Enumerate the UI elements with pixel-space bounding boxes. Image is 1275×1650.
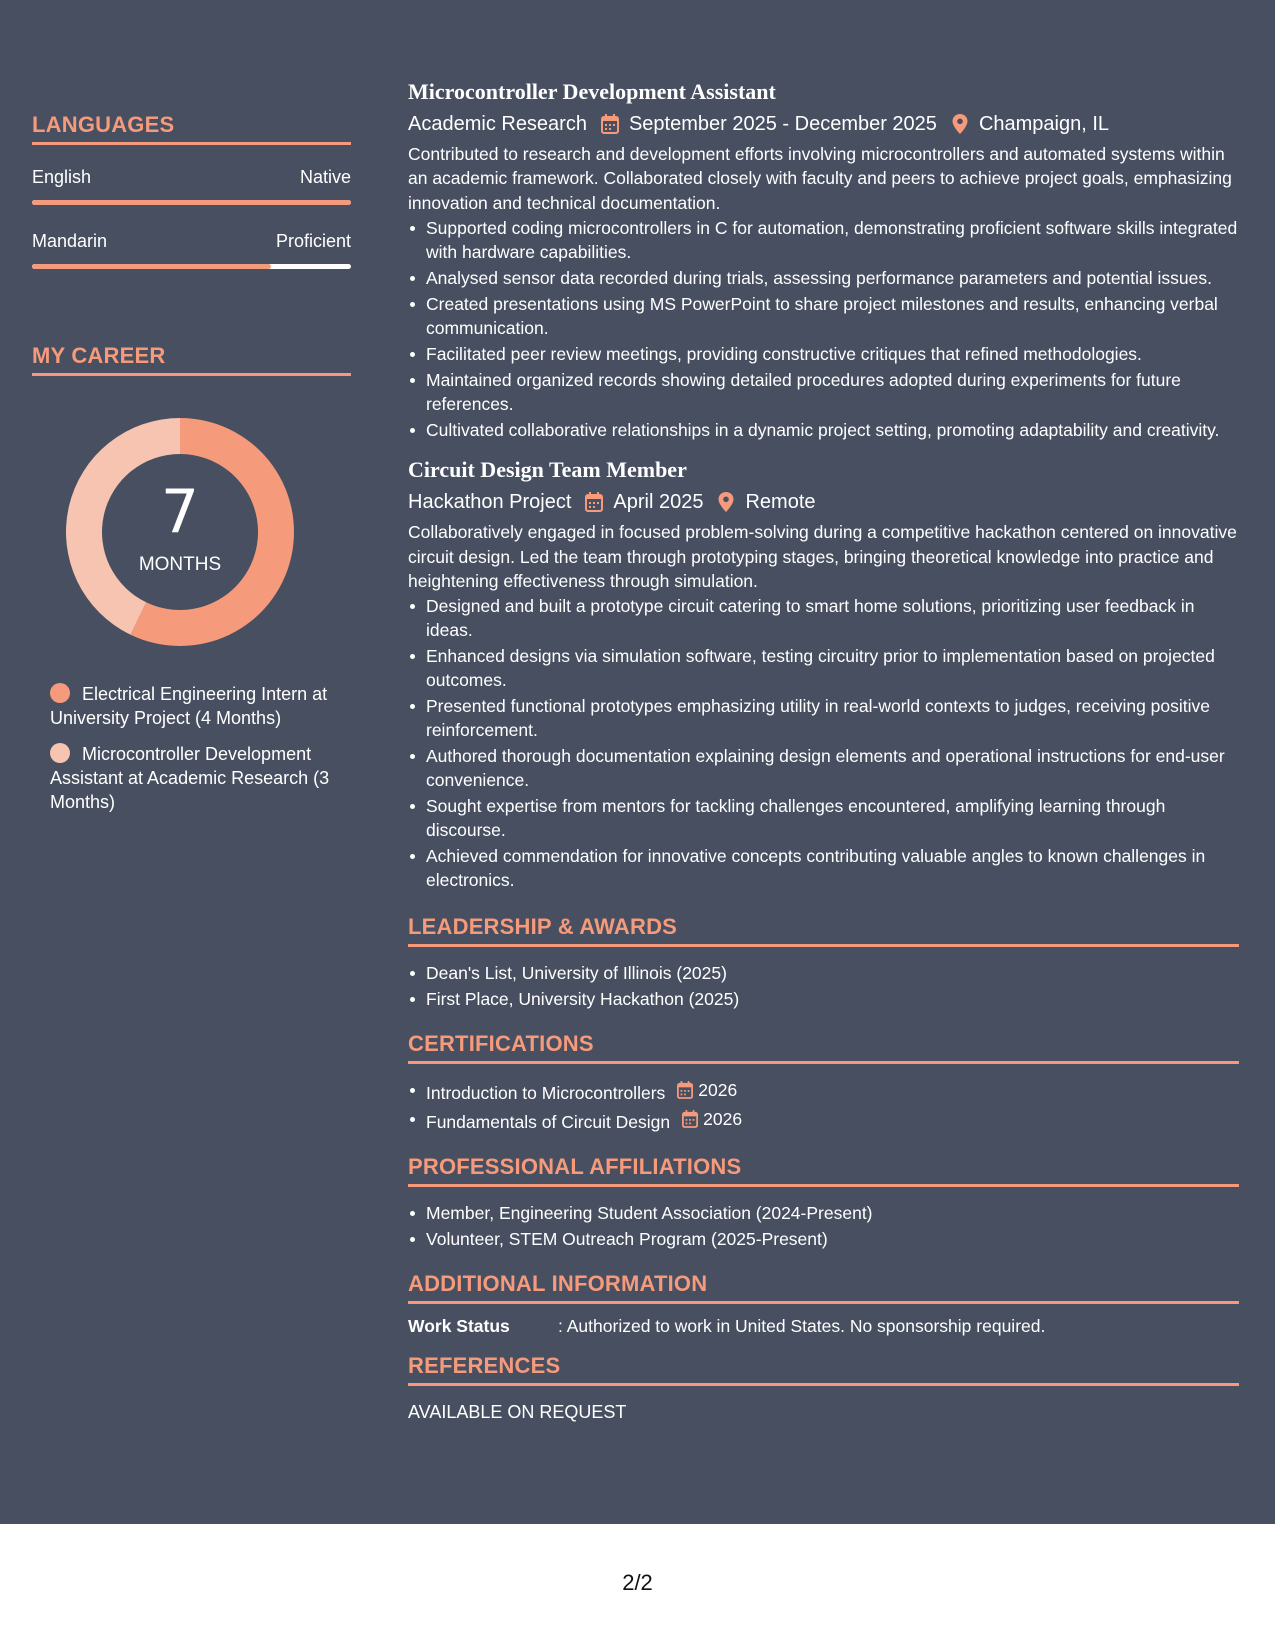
list-item: Sought expertise from mentors for tackling challenges encountered, amplifying learning through discourse.	[408, 794, 1239, 842]
job-title: Circuit Design Team Member	[408, 457, 687, 483]
list-item	[408, 1078, 1239, 1105]
leadership-heading: LEADERSHIP & AWARDS	[408, 914, 1239, 947]
job-organization: Academic Research	[408, 113, 587, 135]
calendar-icon	[682, 1110, 698, 1128]
career-section	[32, 343, 351, 814]
job-dates: September 2025 - December 2025	[628, 113, 937, 135]
certification-name: Fundamentals of Circuit Design	[426, 1112, 671, 1133]
legend-label: Microcontroller Development Assistant at Academic Research (3 Months)	[50, 744, 330, 812]
language-level: Native	[299, 167, 351, 187]
legend-dot-icon	[50, 683, 70, 703]
work-status-label: Work Status	[408, 1316, 510, 1337]
certifications-section	[408, 1031, 1239, 1134]
language-row	[32, 231, 351, 252]
job-description: Collaboratively engaged in focused problem-solving during a competitive hackathon centered on innovative circuit design. Led the team through prototyping stages, bringing theoretical knowledge into practice and heightening effectiveness through simulation.	[408, 522, 1237, 592]
affiliations-heading: PROFESSIONAL AFFILIATIONS	[408, 1154, 1239, 1187]
list-item	[408, 1107, 1239, 1134]
certification-date	[682, 1107, 742, 1131]
language-level: Proficient	[275, 231, 351, 251]
job-title: Microcontroller Development Assistant	[408, 79, 776, 104]
job-bullets	[408, 216, 1239, 442]
languages-heading: LANGUAGES	[32, 112, 351, 145]
languages-section	[32, 112, 351, 269]
additional-info-section	[408, 1271, 1239, 1337]
job-bullets	[408, 594, 1239, 892]
references-text: AVAILABLE ON REQUEST	[408, 1402, 627, 1423]
list-item: Enhanced designs via simulation software, testing circuitry prior to implementation based on projected outcomes.	[408, 644, 1239, 692]
list-item: Maintained organized records showing detailed procedures adopted during experiments for future references.	[408, 368, 1239, 416]
list-item: Achieved commendation for innovative concepts contributing valuable angles to known challenges in electronics.	[408, 844, 1239, 892]
career-heading: MY CAREER	[32, 343, 351, 376]
references-section	[408, 1353, 1239, 1423]
job-meta	[408, 488, 1239, 516]
list-item: Designed and built a prototype circuit catering to smart home solutions, prioritizing user feedback in ideas.	[408, 594, 1239, 642]
list-item: Member, Engineering Student Association (2024-Present)	[408, 1201, 1239, 1225]
affiliations-list	[408, 1201, 1239, 1251]
list-item: Cultivated collaborative relationships in a dynamic project setting, promoting adaptability and creativity.	[408, 418, 1239, 442]
sidebar	[32, 112, 351, 826]
job-entry	[408, 456, 1239, 892]
job-meta	[408, 110, 1239, 138]
list-item: Volunteer, STEM Outreach Program (2025-Present)	[408, 1227, 1239, 1251]
legend-item	[50, 742, 335, 814]
list-item: Facilitated peer review meetings, providing constructive critiques that refined methodologies.	[408, 342, 1239, 366]
legend-label: Electrical Engineering Intern at University Project (4 Months)	[50, 684, 328, 728]
certification-name: Introduction to Microcontrollers	[426, 1083, 666, 1104]
career-donut-chart	[66, 418, 294, 646]
job-dates: April 2025	[613, 491, 704, 514]
legend-dot-icon	[50, 743, 70, 763]
calendar-icon	[677, 1081, 693, 1099]
job-location: Remote	[745, 491, 816, 514]
main-content	[408, 78, 1239, 1423]
map-pin-icon	[717, 492, 735, 512]
list-item: Dean's List, University of Illinois (2025)	[408, 961, 1239, 985]
additional-info-heading: ADDITIONAL INFORMATION	[408, 1271, 1239, 1304]
language-bar	[32, 264, 351, 269]
map-pin-icon	[951, 114, 969, 134]
job-description: Contributed to research and development efforts involving microcontrollers and automated systems within an academic framework. Collaborated closely with faculty and peers to achieve project goals, emphasizing innovation and technical documentation.	[408, 144, 1232, 213]
job-entry	[408, 78, 1239, 442]
certifications-heading: CERTIFICATIONS	[408, 1031, 1239, 1064]
calendar-icon	[585, 492, 603, 512]
list-item: Presented functional prototypes emphasizing utility in real-world contexts to judges, receiving positive reinforcement.	[408, 694, 1239, 742]
job-organization: Hackathon Project	[408, 491, 572, 514]
job-location: Champaign, IL	[978, 113, 1110, 135]
list-item: Analysed sensor data recorded during trials, assessing performance parameters and potential issues.	[408, 266, 1239, 290]
page-number: 2/2	[622, 1570, 653, 1595]
language-bar-fill	[32, 264, 271, 269]
list-item: Created presentations using MS PowerPoint to share project milestones and results, enhancing verbal communication.	[408, 292, 1239, 340]
donut-total-unit: MONTHS	[138, 554, 222, 575]
language-bar	[32, 200, 351, 205]
certification-date	[677, 1078, 737, 1102]
certifications-list	[408, 1078, 1239, 1134]
references-heading: REFERENCES	[408, 1353, 1239, 1386]
leadership-section	[408, 914, 1239, 1011]
list-item: Supported coding microcontrollers in C for automation, demonstrating proficient software skills integrated with hardware capabilities.	[408, 216, 1239, 264]
language-row	[32, 167, 351, 188]
certification-year: 2026	[698, 1080, 738, 1101]
legend-item	[50, 682, 335, 730]
donut-total-number: 7	[160, 477, 200, 547]
certification-year: 2026	[703, 1109, 743, 1130]
language-name: English	[32, 167, 92, 187]
language-name: Mandarin	[32, 231, 108, 251]
language-bar-fill	[32, 200, 351, 205]
affiliations-section	[408, 1154, 1239, 1251]
work-status-row	[408, 1316, 1239, 1337]
list-item: First Place, University Hackathon (2025)	[408, 987, 1239, 1011]
leadership-list	[408, 961, 1239, 1011]
calendar-icon	[601, 114, 619, 134]
list-item: Authored thorough documentation explaining design elements and operational instructions for end-user convenience.	[408, 744, 1239, 792]
career-legend	[50, 682, 335, 814]
work-status-value: : Authorized to work in United States. No sponsorship required.	[558, 1316, 1046, 1337]
